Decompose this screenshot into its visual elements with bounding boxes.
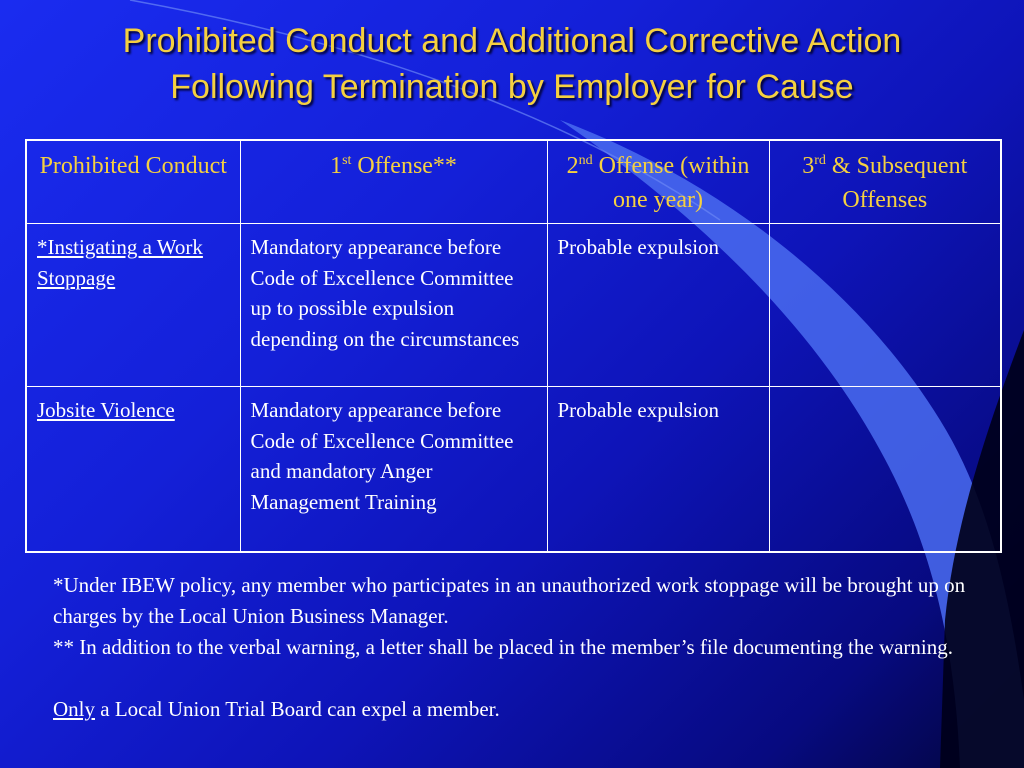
footnotes: [53, 570, 973, 725]
header-second-offense: 2nd Offense (within one year): [547, 140, 769, 224]
footnote-work-stoppage: *Under IBEW policy, any member who participates in an unauthorized work stoppage will be brought up on charges by the Local Union Business Manager.: [53, 573, 966, 628]
third-offense-cell: [769, 224, 1001, 387]
footnote-expel-text: a Local Union Trial Board can expel a member.: [95, 697, 500, 721]
conduct-cell: [26, 387, 240, 553]
first-offense-cell: Mandatory appearance before Code of Excellence Committee up to possible expulsion depending on the circumstances: [240, 224, 547, 387]
header-first-offense: 1st Offense**: [240, 140, 547, 224]
conduct-table: [25, 139, 1002, 553]
third-offense-cell: [769, 387, 1001, 553]
header-third-offense: 3rd & Subsequent Offenses: [769, 140, 1001, 224]
conduct-link-jobsite-violence[interactable]: Jobsite Violence: [37, 398, 175, 422]
slide-title-line-1: Prohibited Conduct and Additional Corrective Action: [122, 22, 902, 60]
footnote-spacer: [53, 663, 973, 694]
slide-title: [0, 18, 1024, 110]
table-header-row: [26, 140, 1001, 224]
conduct-link-work-stoppage[interactable]: *Instigating a Work Stoppage: [37, 235, 203, 290]
footnote-only-emphasis: Only: [53, 697, 95, 721]
second-offense-cell: Probable expulsion: [547, 224, 769, 387]
second-offense-cell: Probable expulsion: [547, 387, 769, 553]
first-offense-cell: Mandatory appearance before Code of Excellence Committee and mandatory Anger Management Training: [240, 387, 547, 553]
header-prohibited-conduct: Prohibited Conduct: [26, 140, 240, 224]
slide-title-line-2: Following Termination by Employer for Cause: [170, 68, 854, 106]
table-row: [26, 387, 1001, 553]
table-row: [26, 224, 1001, 387]
conduct-cell: [26, 224, 240, 387]
footnote-expel: [53, 694, 973, 725]
footnote-verbal-warning: ** In addition to the verbal warning, a letter shall be placed in the member’s file documenting the warning.: [53, 635, 954, 659]
